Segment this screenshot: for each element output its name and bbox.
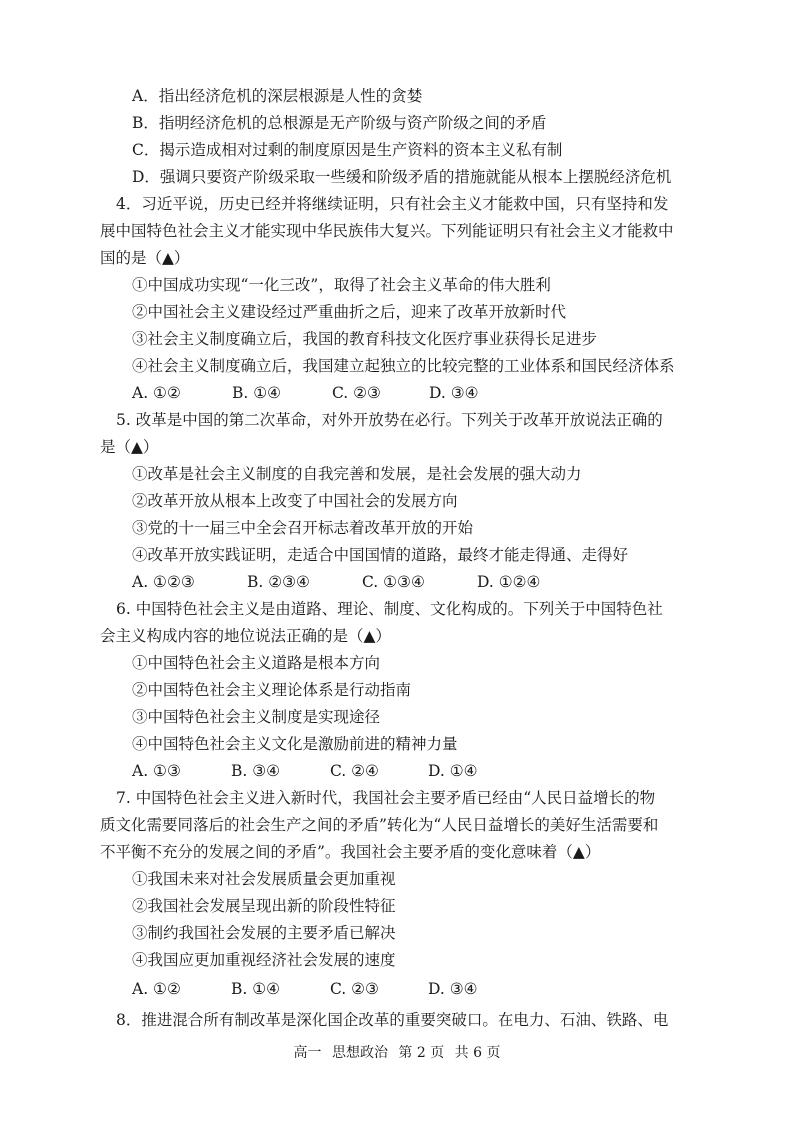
q7-item-2: ②我国社会发展呈现出新的阶段性特征 <box>132 897 396 915</box>
q5-choice-d: D. ①②④ <box>477 573 541 591</box>
q3-option-b: B．指明经济危机的总根源是无产阶级与资产阶级之间的矛盾 <box>132 114 547 132</box>
q7-item-4: ④我国应更加重视经济社会发展的速度 <box>132 951 396 969</box>
footer-grade: 高一 <box>293 1045 322 1061</box>
q5-item-1: ①改革是社会主义制度的自我完善和发展，是社会发展的强大动力 <box>132 465 582 483</box>
q7-stem-line-2: 质文化需要同落后的社会生产之间的矛盾”转化为“人民日益增长的美好生活需要和 <box>100 816 659 834</box>
q4-choice-c: C. ②③ <box>332 384 381 402</box>
q5-item-2: ②改革开放从根本上改变了中国社会的发展方向 <box>132 492 458 510</box>
q6-stem-line-2: 会主义构成内容的地位说法正确的是（▲） <box>100 627 391 645</box>
q7-choice-c: C. ②③ <box>330 980 379 998</box>
q6-item-3: ③中国特色社会主义制度是实现途径 <box>132 708 381 726</box>
q7-choices <box>132 979 478 999</box>
q6-choices <box>132 761 478 781</box>
q3-option-c: C．揭示造成相对过剩的制度原因是生产资料的资本主义私有制 <box>132 141 563 159</box>
q6-stem-line-1: 6. 中国特色社会主义是由道路、理论、制度、文化构成的。下列关于中国特色社 <box>116 600 663 618</box>
q5-stem-line-2: 是（▲） <box>100 438 159 456</box>
q4-item-1: ①中国成功实现“一化三改”，取得了社会主义革命的伟大胜利 <box>132 276 551 294</box>
q5-choices <box>132 572 540 592</box>
q8-stem-line-1: 8．推进混合所有制改革是深化国企改革的重要突破口。在电力、石油、铁路、电 <box>116 1011 669 1029</box>
q5-item-4: ④改革开放实践证明，走适合中国国情的道路，最终才能走得通、走得好 <box>132 546 629 564</box>
footer-total: 共 6 页 <box>454 1045 501 1061</box>
q7-choice-d: D. ③④ <box>428 980 478 998</box>
q4-stem-line-1: 4．习近平说，历史已经并将继续证明，只有社会主义才能救中国，只有坚持和发 <box>116 195 669 213</box>
q5-choice-a: A. ①②③ <box>132 573 195 591</box>
page-footer <box>0 1042 794 1062</box>
q4-item-3: ③社会主义制度确立后，我国的教育科技文化医疗事业获得长足进步 <box>132 330 598 348</box>
q7-stem-line-3: 不平衡不充分的发展之间的矛盾”。我国社会主要矛盾的变化意味着（▲） <box>100 843 601 861</box>
q4-stem-line-2: 展中国特色社会主义才能实现中华民族伟大复兴。下列能证明只有社会主义才能救中 <box>100 222 674 240</box>
q4-item-2: ②中国社会主义建设经过严重曲折之后，迎来了改革开放新时代 <box>132 303 567 321</box>
q4-choice-b: B. ①④ <box>232 384 282 402</box>
q5-stem-line-1: 5. 改革是中国的第二次革命，对外开放势在必行。下列关于改革开放说法正确的 <box>116 411 663 429</box>
q4-item-4: ④社会主义制度确立后，我国建立起独立的比较完整的工业体系和国民经济体系 <box>132 357 675 375</box>
q4-choice-a: A. ①② <box>132 384 181 402</box>
footer-subject: 思想政治 <box>331 1045 388 1061</box>
q6-item-1: ①中国特色社会主义道路是根本方向 <box>132 654 381 672</box>
q3-option-a: A．指出经济危机的深层根源是人性的贪婪 <box>132 87 423 105</box>
q6-choice-c: C. ②④ <box>330 762 379 780</box>
q6-item-2: ②中国特色社会主义理论体系是行动指南 <box>132 681 412 699</box>
q3-option-d: D．强调只要资产阶级采取一些缓和阶级矛盾的措施就能从根本上摆脱经济危机 <box>132 168 672 186</box>
q4-choice-d: D. ③④ <box>429 384 479 402</box>
q6-choice-d: D. ①④ <box>428 762 478 780</box>
q7-choice-b: B. ①④ <box>231 980 281 998</box>
q7-item-3: ③制约我国社会发展的主要矛盾已解决 <box>132 924 396 942</box>
q7-item-1: ①我国未来对社会发展质量会更加重视 <box>132 870 396 888</box>
q7-choice-a: A. ①② <box>132 980 181 998</box>
q5-item-3: ③党的十一届三中全会召开标志着改革开放的开始 <box>132 519 474 537</box>
footer-page: 第 2 页 <box>398 1045 445 1061</box>
q4-choices <box>132 383 479 403</box>
q6-choice-a: A. ①③ <box>132 762 181 780</box>
q4-stem-line-3: 国的是（▲） <box>100 249 190 267</box>
q5-choice-c: C. ①③④ <box>362 573 425 591</box>
q6-choice-b: B. ③④ <box>231 762 281 780</box>
q5-choice-b: B. ②③④ <box>247 573 310 591</box>
q7-stem-line-1: 7. 中国特色社会主义进入新时代，我国社会主要矛盾已经由“人民日益增长的物 <box>116 789 656 807</box>
q6-item-4: ④中国特色社会主义文化是激励前进的精神力量 <box>132 735 458 753</box>
